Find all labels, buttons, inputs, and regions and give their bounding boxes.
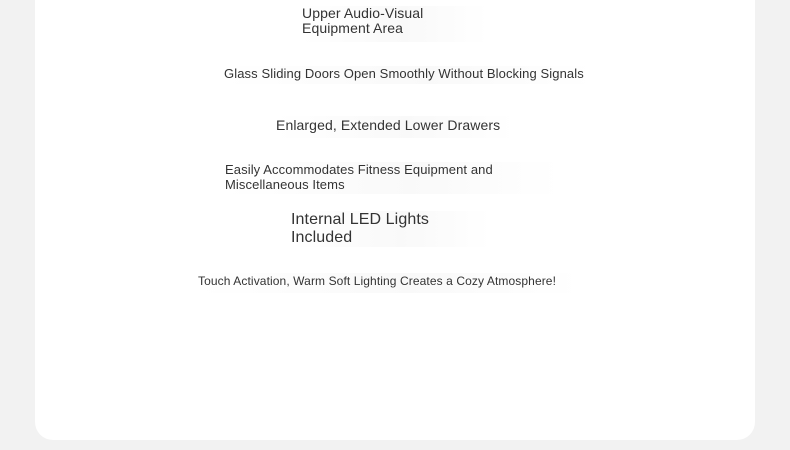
feature-label-glass-doors [224,66,594,84]
feature-text-line: Enlarged, Extended Lower Drawers [276,117,501,133]
feature-label-fitness-storage [225,162,561,194]
feature-text-line: Touch Activation, Warm Soft Lighting Creates a Cozy Atmosphere! [198,274,557,288]
feature-label-led-lights [291,211,491,247]
feature-label-touch-lighting [198,273,580,293]
feature-text-line: Included [291,229,353,246]
feature-text-line: Glass Sliding Doors Open Smoothly Without Blocking Signals [224,66,584,81]
feature-text-line: Miscellaneous Items [225,177,345,192]
feature-text-line: Upper Audio-Visual [302,5,424,21]
feature-text-line: Equipment Area [302,20,404,36]
feature-label-upper-av-area [302,6,488,42]
feature-label-lower-drawers [276,116,514,138]
feature-text-line: Easily Accommodates Fitness Equipment and [225,162,493,177]
feature-text-line: Internal LED Lights [291,211,429,228]
